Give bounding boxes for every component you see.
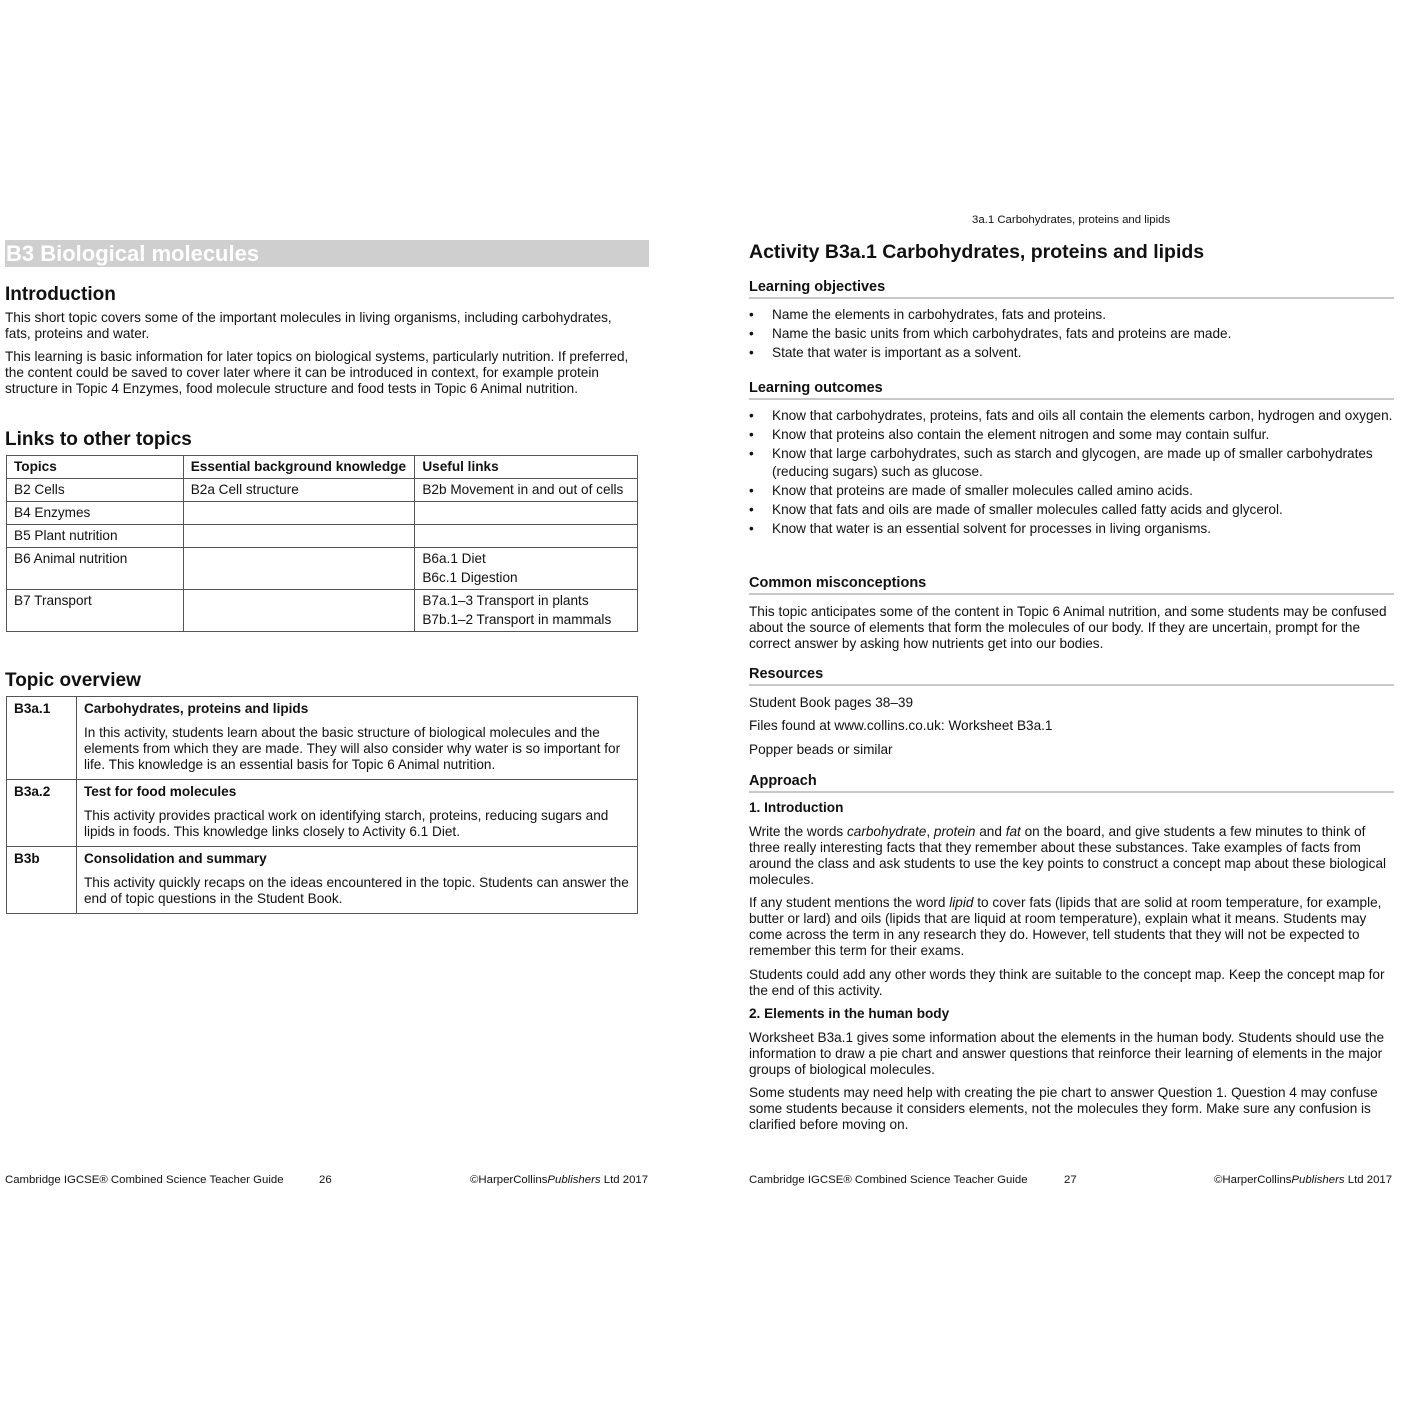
list-item: • Know that proteins are made of smaller molecules called amino acids. xyxy=(749,482,1394,501)
links-useful-cell xyxy=(415,502,638,525)
objectives-heading: Learning objectives xyxy=(749,279,1394,299)
copyright-suffix: Ltd 2017 xyxy=(1344,1174,1393,1186)
overview-heading: Topic overview xyxy=(5,670,141,691)
text-run: to cover fats (lipids that are solid at room temperature, for example, butter or lard) and oils (lipids that are liquid at room temperature), explain what it means. Students may come across the term in any research they do. However, tell students that they will not be expected to remember this term for their exams. xyxy=(749,895,1382,958)
list-item: • Know that water is an essential solvent for processes in living organisms. xyxy=(749,520,1394,539)
italic-term: lipid xyxy=(949,895,974,910)
text-run: Write the words xyxy=(749,824,847,839)
copyright-italic: Publishers xyxy=(1291,1174,1345,1186)
useful-link: B7b.1–2 Transport in mammals xyxy=(422,612,612,627)
links-background-cell: B2a Cell structure xyxy=(183,479,415,502)
outcomes-list xyxy=(749,407,1394,539)
overview-text: This activity provides practical work on identifying starch, proteins, reducing sugars and lipids in foods. This knowledge links closely to Activity 6.1 Diet. xyxy=(83,808,609,839)
approach-paragraph xyxy=(749,895,1394,959)
approach-paragraph: Students could add any other words they think are suitable to the concept map. Keep the concept map for the end of this activity. xyxy=(749,967,1385,998)
outcomes-heading: Learning outcomes xyxy=(749,380,1394,400)
list-item: • Know that carbohydrates, proteins, fats and oils all contain the elements carbon, hydrogen and oxygen. xyxy=(749,407,1394,426)
overview-code-cell: B3a.2 xyxy=(7,780,77,847)
introduction-paragraph-2: This learning is basic information for later topics on biological systems, particularly nutrition. If preferred, the content could be saved to cover later where it can be introduced in context, for example protein structure in Topic 4 Enzymes, food molecule structure and food tests in Topic 6 Animal nutrition. xyxy=(5,349,629,396)
copyright-suffix: Ltd 2017 xyxy=(600,1174,649,1186)
links-topic-cell: B7 Transport xyxy=(7,590,184,632)
table-row xyxy=(7,780,638,847)
footer-guide-title: Cambridge IGCSE® Combined Science Teacher Guide xyxy=(5,1174,284,1186)
introduction-heading: Introduction xyxy=(5,284,116,305)
footer-guide-title: Cambridge IGCSE® Combined Science Teacher Guide xyxy=(749,1174,1028,1186)
left-page xyxy=(5,0,649,1401)
links-header-topics: Topics xyxy=(7,456,184,479)
misconceptions-text: This topic anticipates some of the content in Topic 6 Animal nutrition, and some students may be confused about the source of elements that form the molecules of our body. If they are uncertain, prompt for the correct answer by asking how nutrients get into our bodies. xyxy=(749,604,1387,651)
list-item: • Name the elements in carbohydrates, fats and proteins. xyxy=(749,306,1394,325)
links-heading: Links to other topics xyxy=(5,429,192,450)
overview-content-cell xyxy=(76,847,637,914)
links-useful-cell xyxy=(415,525,638,548)
table-row xyxy=(7,697,638,780)
overview-content-cell xyxy=(76,697,637,780)
approach-subheading-introduction: 1. Introduction xyxy=(749,800,844,815)
links-background-cell xyxy=(183,525,415,548)
italic-term: protein xyxy=(933,824,976,839)
table-row xyxy=(7,847,638,914)
text-run: on the board, and give students a few minutes to think of three really interesting facts that they remember about these substances. Take examples of facts from around the class and ask students to use the key points to construct a concept map about these biological molecules. xyxy=(749,824,1387,887)
italic-term: carbohydrate xyxy=(846,824,927,839)
overview-code-cell: B3a.1 xyxy=(7,697,77,780)
links-useful-cell xyxy=(415,590,638,632)
overview-content-cell xyxy=(76,780,637,847)
footer-page-number: 26 xyxy=(319,1174,332,1186)
resources-heading: Resources xyxy=(749,666,1394,686)
links-topic-cell: B2 Cells xyxy=(7,479,184,502)
introduction-paragraph-1: This short topic covers some of the important molecules in living organisms, including carbohydrates, fats, proteins and water. xyxy=(5,310,612,341)
links-table xyxy=(6,455,638,632)
links-topic-cell: B5 Plant nutrition xyxy=(7,525,184,548)
links-useful-cell xyxy=(415,548,638,590)
resource-item: Popper beads or similar xyxy=(749,742,893,757)
useful-link: B7a.1–3 Transport in plants xyxy=(422,593,589,608)
italic-term: fat xyxy=(1005,824,1021,839)
links-background-cell xyxy=(183,502,415,525)
useful-link: B6c.1 Digestion xyxy=(422,570,518,585)
approach-heading: Approach xyxy=(749,773,1394,793)
overview-table xyxy=(6,696,638,914)
table-row xyxy=(7,502,638,525)
overview-code-cell: B3b xyxy=(7,847,77,914)
text-run: and xyxy=(975,824,1006,839)
useful-link: B6a.1 Diet xyxy=(422,551,486,566)
links-table-header-row xyxy=(7,456,638,479)
footer-page-number: 27 xyxy=(1064,1174,1077,1186)
approach-subheading-elements: 2. Elements in the human body xyxy=(749,1006,950,1021)
activity-title: Activity B3a.1 Carbohydrates, proteins and lipids xyxy=(749,241,1205,263)
text-run: If any student mentions the word xyxy=(749,895,950,910)
text-run: , xyxy=(926,824,934,839)
footer-copyright xyxy=(1214,1173,1392,1187)
approach-paragraph: Worksheet B3a.1 gives some information about the elements in the human body. Students should use the information to draw a pie chart and answer questions that reinforce their learning of elements in the major groups of biological molecules. xyxy=(749,1030,1385,1077)
approach-paragraph xyxy=(749,824,1394,888)
table-row xyxy=(7,525,638,548)
copyright-prefix: ©HarperCollins xyxy=(1214,1174,1292,1186)
list-item: • Name the basic units from which carbohydrates, fats and proteins are made. xyxy=(749,325,1394,344)
list-item: • Know that proteins also contain the element nitrogen and some may contain sulfur. xyxy=(749,426,1394,445)
right-page xyxy=(749,0,1394,1401)
objectives-list xyxy=(749,306,1394,362)
footer-copyright xyxy=(470,1173,648,1187)
overview-text: This activity quickly recaps on the ideas encountered in the topic. Students can answer the end of topic questions in the Student Book. xyxy=(83,875,629,906)
overview-text: In this activity, students learn about the basic structure of biological molecules and the elements from which they are made. They will also consider why water is so important for life. This knowledge is an essential basis for Topic 6 Animal nutrition. xyxy=(83,725,621,772)
overview-title: Test for food molecules xyxy=(83,784,237,799)
table-row xyxy=(7,548,638,590)
table-row xyxy=(7,479,638,502)
copyright-italic: Publishers xyxy=(547,1174,601,1186)
list-item: • Know that large carbohydrates, such as starch and glycogen, are made up of smaller carbohydrates (reducing sugars) such as glucose. xyxy=(749,445,1394,483)
links-background-cell xyxy=(183,590,415,632)
chapter-title: B3 Biological molecules xyxy=(5,240,649,267)
links-useful-cell xyxy=(415,479,638,502)
copyright-prefix: ©HarperCollins xyxy=(470,1174,548,1186)
links-topic-cell: B6 Animal nutrition xyxy=(7,548,184,590)
overview-title: Consolidation and summary xyxy=(83,851,267,866)
list-item: • State that water is important as a solvent. xyxy=(749,344,1394,363)
resource-item: Student Book pages 38–39 xyxy=(749,695,914,710)
overview-title: Carbohydrates, proteins and lipids xyxy=(83,701,309,716)
approach-paragraph: Some students may need help with creating the pie chart to answer Question 1. Question 4 may confuse some students because it considers elements, not the molecules they form. Make sure any confusion is clarified before moving on. xyxy=(749,1085,1378,1132)
list-item: • Know that fats and oils are made of smaller molecules called fatty acids and glycerol. xyxy=(749,501,1394,520)
useful-link: B2b Movement in and out of cells xyxy=(422,482,624,497)
resource-item: Files found at www.collins.co.uk: Worksheet B3a.1 xyxy=(749,718,1053,733)
running-head: 3a.1 Carbohydrates, proteins and lipids xyxy=(972,214,1171,226)
links-background-cell xyxy=(183,548,415,590)
links-header-useful: Useful links xyxy=(415,456,638,479)
links-header-background: Essential background knowledge xyxy=(183,456,415,479)
table-row xyxy=(7,590,638,632)
links-topic-cell: B4 Enzymes xyxy=(7,502,184,525)
misconceptions-heading: Common misconceptions xyxy=(749,575,1394,595)
